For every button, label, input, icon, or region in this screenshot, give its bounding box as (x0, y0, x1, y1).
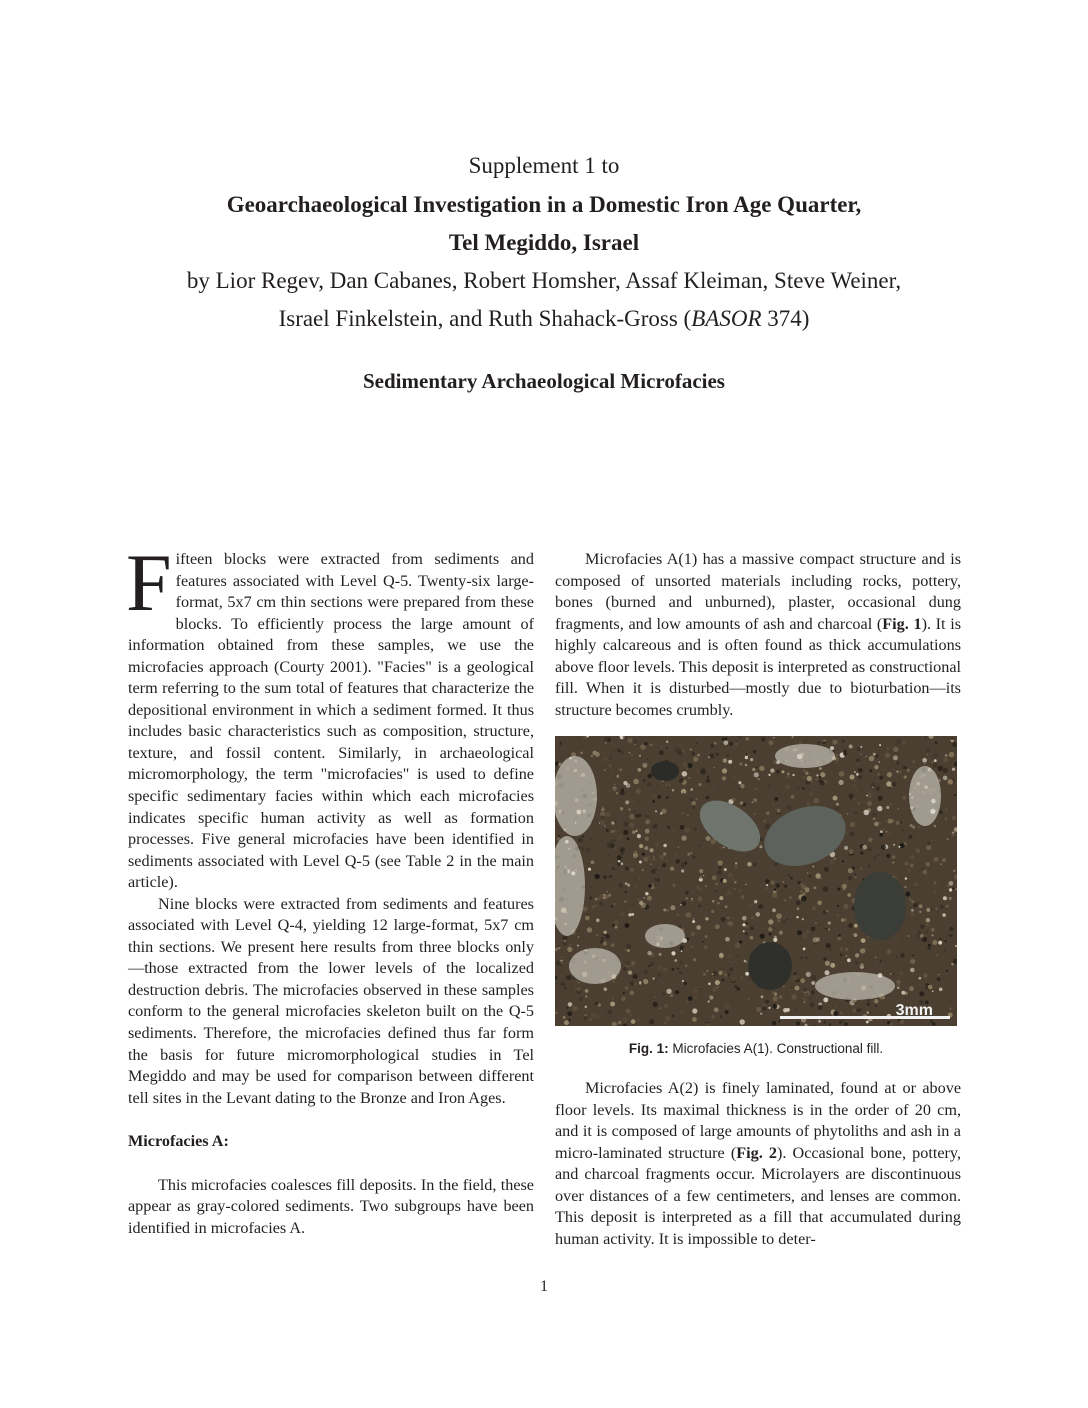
caption-label: Fig. 1: (628, 1041, 669, 1056)
micrograph-image (555, 736, 957, 1026)
paragraph-intro-text: ifteen blocks were extracted from sediments and features associated with Level Q-5. Twenty-six large-format, 5x7 cm thin sections were prepared from these blocks. To efficiently process the large amount of information obtained from these samples, we use the microfacies approach (Courty 2001). "Facies" is a geological term referring to the sum total of features that characterize the depositional environment in which a sediment formed. It thus includes basic characteristics such as composition, structure, texture, and fossil content. Similarly, in archaeological micromorphology, the term "microfacies" is used to define specific sedimentary facies within which each microfacies indicates specific human activity as well as formation processes. Five general microfacies have been identified in sediments associated with Level Q-5 (see Table 2 in the main article). (128, 550, 534, 892)
paragraph-a2-end: ). Occasional bone, pottery, and charcoal fragments occur. Microlayers are discontinuous over distances of a few centimeters, and lenses are common. This deposit is interpreted as a fill that accumulated during human activity. It is impossible to deter- (555, 1143, 961, 1248)
figure-2-reference[interactable]: Fig. 2 (736, 1143, 777, 1162)
paragraph-a2-text: Microfacies A(2) is finely laminated, found at or above floor levels. Its maximal thickness is in the order of 20 cm, and it is composed of large amounts of phytoliths and ash in a micro-laminated structure ( (555, 1079, 961, 1162)
journal-name: BASOR (691, 306, 762, 331)
figure-1-reference[interactable]: Fig. 1 (882, 614, 922, 633)
drop-cap: F (126, 537, 172, 628)
article-title-line-1: Geoarchaeological Investigation in a Domestic Iron Age Quarter, (226, 192, 862, 217)
page-number: 1 (540, 1278, 548, 1295)
paragraph-a1-text: Microfacies A(1) has a massive compact structure and is composed of unsorted materials including rocks, pottery, bones (burned and unburned), plaster, occasional dung fragments, and low amounts of ash and charcoal ( (555, 550, 961, 633)
caption-text: Microfacies A(1). Constructional fill. (668, 1041, 884, 1056)
right-column-top (555, 549, 961, 721)
supplement-label: Supplement 1 to (468, 153, 620, 178)
authors-line-1: by Lior Regev, Dan Cabanes, Robert Homsher, Assaf Kleiman, Steve Weiner, (186, 268, 902, 293)
paragraph-q4: Nine blocks were extracted from sediments and features associated with Level Q-4, yielding 12 large-format, 5x7 cm thin sections. We present here results from three blocks only—those extracted from the lower levels of the localized destruction debris. The microfacies observed in these samples conform to the general microfacies skeleton built on the Q-5 sediments. Therefore, the microfacies defined thus far form the basis for future micromorphological studies in Tel Megiddo and may be used for comparison between different tell sites in the Levant dating to the Bronze and Iron Ages. (128, 894, 534, 1107)
paragraph-microfacies-a: This microfacies coalesces fill deposits. In the field, these appear as gray-colored sediments. Two subgroups have been identified in microfacies A. (128, 1175, 534, 1237)
authors-line-2-text: Israel Finkelstein, and Ruth Shahack-Gross ( (278, 306, 692, 331)
scale-bar-label: 3mm (895, 1002, 933, 1019)
paragraph-microfacies-a2 (555, 1078, 961, 1250)
left-column (126, 537, 534, 1239)
paragraph-microfacies-a1 (555, 549, 961, 721)
paragraph-intro (126, 537, 534, 894)
paragraph-a1-end: ). It is highly calcareous and is often found as thick accumulations above floor levels. This deposit is interpreted as constructional fill. When it is disturbed—mostly due to bioturbation—its structure becomes crumbly. (555, 614, 962, 719)
journal-volume: 374) (761, 306, 810, 331)
authors-line-2 (0, 306, 1088, 332)
subheading-microfacies-a: Microfacies A: (128, 1132, 229, 1151)
figure-1-micrograph (555, 736, 957, 1026)
article-title-line-2: Tel Megiddo, Israel (448, 230, 640, 255)
figure-1-caption (555, 1041, 957, 1056)
right-column-bottom (555, 1078, 961, 1250)
section-title: Sedimentary Archaeological Microfacies (363, 369, 725, 393)
